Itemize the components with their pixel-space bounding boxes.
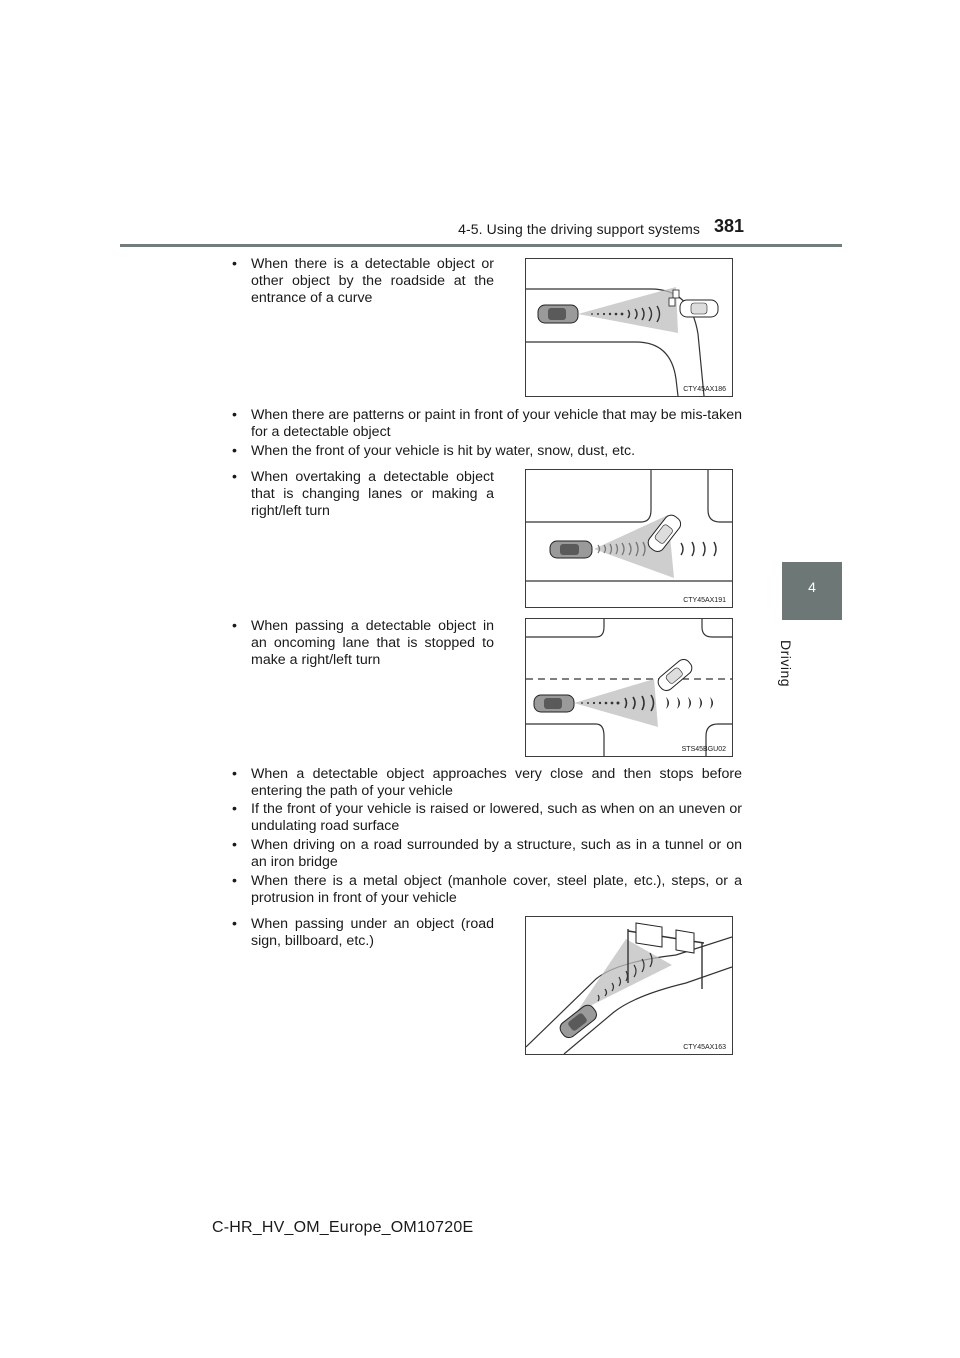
list-item-text: When there is a detectable object or other object by the roadside at the entrance of a curve <box>251 256 494 306</box>
list-item <box>232 469 494 520</box>
list-item-text: When passing a detectable object in an oncoming lane that is stopped to make a right/left turn <box>251 618 494 668</box>
subject-vehicle <box>557 1002 599 1040</box>
bullet-dot: • <box>232 469 237 485</box>
section-title: 4-5. Using the driving support systems <box>458 221 700 237</box>
figure-id: CTY45AX191 <box>683 597 726 604</box>
chapter-number: 4 <box>808 579 816 595</box>
list-item <box>232 916 494 950</box>
list-item-text: When there are patterns or paint in front of your vehicle that may be mis-taken for a detectable object <box>251 407 742 440</box>
bullet-dot: • <box>232 873 237 889</box>
list-item <box>232 618 494 669</box>
page-number: 381 <box>714 216 745 236</box>
figure-overhead-sign <box>525 916 733 1055</box>
list-item <box>232 256 494 307</box>
subject-vehicle <box>534 695 574 712</box>
list-item <box>232 407 742 441</box>
chapter-tab <box>782 562 842 620</box>
chapter-label-text: Driving <box>778 640 794 688</box>
list-item <box>232 443 742 460</box>
subject-vehicle <box>550 541 592 558</box>
oncoming-stopped-illustration <box>526 619 732 756</box>
list-item-text: If the front of your vehicle is raised or lowered, such as when on an uneven or undulating road surface <box>251 801 742 834</box>
list-item-text: When there is a metal object (manhole cover, steel plate, etc.), steps, or a protrusion in front of your vehicle <box>251 873 742 906</box>
list-item-text: When overtaking a detectable object that is changing lanes or making a right/left turn <box>251 469 494 519</box>
overtaking-turn-illustration <box>526 470 732 607</box>
list-item <box>232 873 742 907</box>
list-item-text: When driving on a road surrounded by a structure, such as in a tunnel or on an iron bridge <box>251 837 742 870</box>
subject-vehicle <box>538 305 578 323</box>
bullet-dot: • <box>232 801 237 817</box>
bullet-dot: • <box>232 618 237 634</box>
bullet-dot: • <box>232 916 237 932</box>
figure-oncoming-stopped <box>525 618 733 757</box>
list-item-text: When a detectable object approaches very close and then stops before entering the path of your vehicle <box>251 766 742 799</box>
chapter-label <box>780 640 820 700</box>
list-item <box>232 837 742 871</box>
overhead-sign-illustration <box>526 917 732 1054</box>
bullet-dot: • <box>232 837 237 853</box>
list-item <box>232 766 742 800</box>
bullet-dot: • <box>232 256 237 272</box>
header-rule <box>120 244 842 247</box>
list-item-text: When the front of your vehicle is hit by water, snow, dust, etc. <box>251 443 636 459</box>
oncoming-vehicle <box>655 657 694 694</box>
figure-overtaking-turn <box>525 469 733 608</box>
curve-roadside-illustration <box>526 259 732 396</box>
list-item-text: When passing under an object (road sign, billboard, etc.) <box>251 916 494 949</box>
bullet-dot: • <box>232 407 237 423</box>
figure-id: CTY45AX163 <box>683 1044 726 1051</box>
preceding-vehicle <box>680 300 718 317</box>
bullet-dot: • <box>232 443 237 459</box>
figure-id: STS45BGU02 <box>681 746 726 753</box>
figure-curve-roadside <box>525 258 733 397</box>
manual-code: C-HR_HV_OM_Europe_OM10720E <box>212 1219 474 1236</box>
list-item <box>232 801 742 835</box>
figure-id: CTY45AX186 <box>683 386 726 393</box>
bullet-dot: • <box>232 766 237 782</box>
